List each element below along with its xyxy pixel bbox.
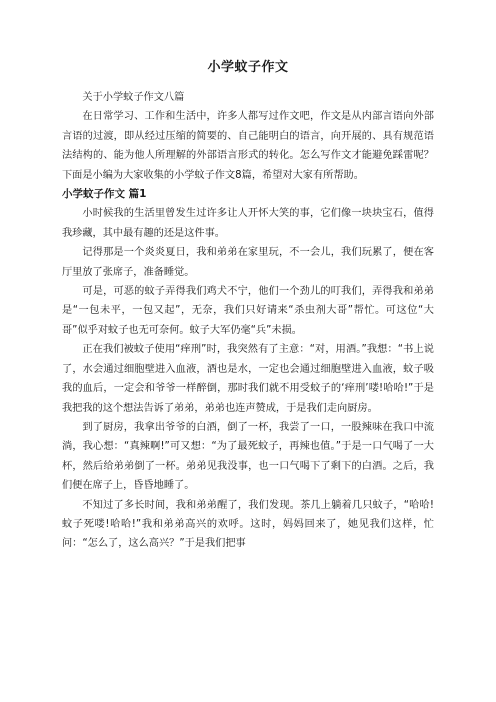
body-paragraph-5: 到了厨房，我拿出爷爷的白酒，倒了一杯，我尝了一口，一股辣味在我口中流淌，我心想：“真辣啊!”可又想：“为了最死蚊子，再辣也值。”于是一口气喝了一大杯，然后给弟弟倒了一杯。弟弟见我没事，也一口气喝下了剩下的白酒。之后，我们便在席子上，昏昏地睡了。 bbox=[62, 421, 434, 492]
body-paragraph-1: 小时候我的生活里曾发生过许多让人开怀大笑的事，它们像一块块宝石，值得我珍藏，其中最有趣的还是这件事。 bbox=[62, 208, 434, 239]
body-paragraph-6: 不知过了多长时间，我和弟弟醒了，我们发现。茶几上躺着几只蚊子，“哈哈!蚊子死喽!哈哈!”我和弟弟高兴的欢呼。这时，妈妈回来了，她见我们这样，忙问：“怎么了，这么高兴？”于是我们把事 bbox=[62, 499, 434, 550]
intro-subtitle: 关于小学蚊子作文八篇 bbox=[82, 92, 185, 103]
document-title: 小学蚊子作文 bbox=[207, 60, 289, 75]
body-paragraph-3: 可是，可恶的蚊子弄得我们鸡犬不宁，他们一个劲儿的叮我们，弄得我和弟弟是“一包未平，一包又起”，无奈，我们只好请来“杀虫剂大哥”帮忙。可这位“大哥”似乎对蚊子也无可奈何。蚊子大军仍毫“兵”未损。 bbox=[62, 286, 434, 336]
document-page bbox=[62, 60, 434, 554]
intro-paragraph: 在日常学习、工作和生活中，许多人都写过作文吧，作文是从内部言语向外部言语的过渡，即从经过压缩的简要的、自己能明白的语言，向开展的、具有规范语法结构的、能为他人所理解的外部语言形式的转化。怎么写作文才能避免踩雷呢？下面是小编为大家收集的小学蚊子作文8篇，希望对大家有所帮助。 bbox=[62, 111, 434, 181]
body-paragraph-2: 记得那是一个炎炎夏日，我和弟弟在家里玩，不一会儿，我们玩累了，便在客厅里放了张席子，准备睡觉。 bbox=[62, 247, 434, 278]
section-heading: 小学蚊子作文 篇1 bbox=[62, 188, 147, 201]
section-1 bbox=[62, 185, 434, 554]
body-paragraph-4: 正在我们被蚊子使用“痒刑”时，我突然有了主意：“对，用酒。”我想：“书上说了，水会通过细胞壁进入血液，酒也是水，一定也会通过细胞壁进入血液，蚊子吸我的血后，一定会和爷爷一样醉倒，那时我们就不用受蚊子的‘痒刑’喽!哈哈!”于是我把我的这个想法告诉了弟弟，弟弟也连声赞成，于是我们走向厨房。 bbox=[62, 344, 434, 414]
